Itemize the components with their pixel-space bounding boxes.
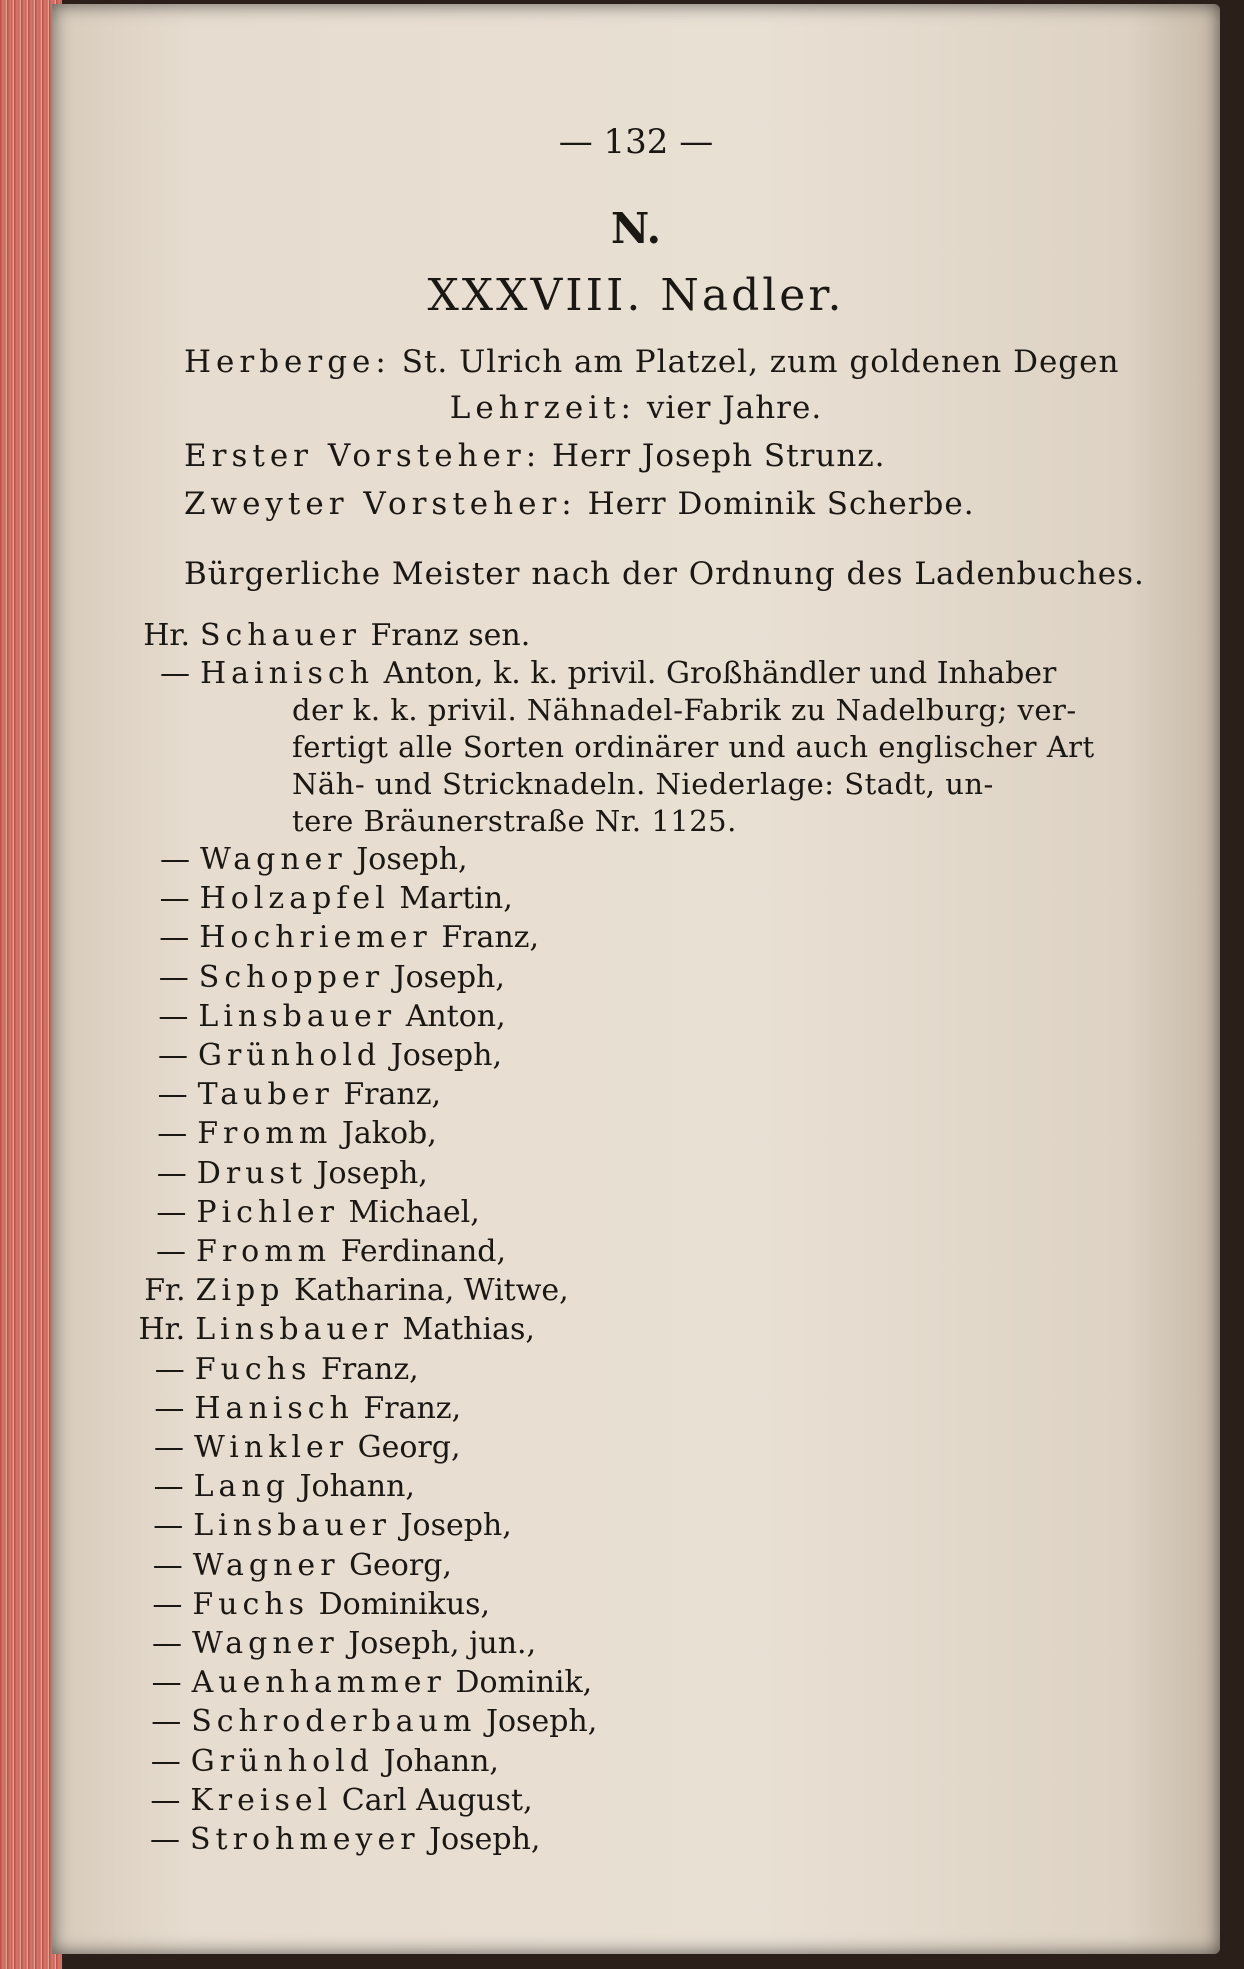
herberge-line bbox=[184, 344, 1119, 380]
entry-lead: — bbox=[152, 1586, 183, 1622]
entry-surname: Hainisch bbox=[200, 656, 375, 691]
entry-lead: — bbox=[156, 1234, 186, 1269]
list-item bbox=[127, 960, 505, 995]
entry-lead: — bbox=[154, 1390, 185, 1426]
entry-lead: — bbox=[156, 1155, 187, 1191]
entry-surname: Pichler bbox=[196, 1194, 339, 1230]
entry-rest: Mathias, bbox=[402, 1312, 535, 1348]
entry-lead: — bbox=[151, 1665, 182, 1701]
entry-rest: Georg, bbox=[349, 1547, 452, 1583]
entry-surname: Schopper bbox=[198, 959, 385, 995]
list-item bbox=[120, 1626, 536, 1661]
entry-rest: Joseph, bbox=[400, 1508, 512, 1544]
entry-rest: Joseph, bbox=[390, 1038, 502, 1073]
list-item bbox=[120, 1665, 593, 1700]
entry-surname: Fromm bbox=[196, 1234, 332, 1269]
entry-surname: Hochriemer bbox=[199, 920, 432, 956]
entry-surname: Holzapfel bbox=[199, 881, 390, 917]
entry-rest: Ferdinand, bbox=[340, 1234, 507, 1269]
entry-surname: Winkler bbox=[194, 1430, 349, 1465]
entry-lead: — bbox=[159, 920, 190, 956]
entry-surname: Linsbauer bbox=[195, 1312, 393, 1348]
entry-surname: Fuchs bbox=[194, 1351, 312, 1387]
entry-lead: — bbox=[150, 1743, 181, 1779]
entry-rest: Dominikus, bbox=[318, 1586, 491, 1622]
entry-surname: Wagner bbox=[192, 1547, 340, 1583]
list-item bbox=[123, 1312, 535, 1347]
entry-lead: — bbox=[160, 842, 190, 877]
entry-lead: — bbox=[151, 1704, 182, 1740]
entry-surname: Zipp bbox=[195, 1273, 285, 1309]
entry-rest: Michael, bbox=[348, 1194, 480, 1230]
list-item bbox=[124, 1195, 479, 1230]
entry-lead: — bbox=[158, 998, 189, 1034]
entry-surname: Wagner bbox=[200, 842, 347, 877]
list-item bbox=[122, 1391, 461, 1426]
entry-surname: Auenhammer bbox=[191, 1665, 446, 1701]
entry-lead: — bbox=[160, 656, 190, 691]
entry-rest: Franz sen. bbox=[370, 618, 531, 653]
list-item bbox=[128, 842, 468, 877]
list-item bbox=[128, 881, 513, 916]
entry-rest: Anton, bbox=[405, 998, 506, 1034]
list-item bbox=[126, 1038, 502, 1073]
entry-lead: — bbox=[156, 1194, 187, 1230]
entry-surname: Grünhold bbox=[190, 1743, 374, 1779]
entry-rest: Georg, bbox=[357, 1430, 461, 1465]
entry-rest: Martin, bbox=[399, 881, 513, 917]
herberge-text: St. Ulrich am Platzel, zum goldenen Degen bbox=[401, 344, 1120, 380]
entry-rest: Katharina, Witwe, bbox=[294, 1273, 569, 1309]
list-item bbox=[121, 1508, 512, 1543]
entry-lead: — bbox=[153, 1469, 184, 1505]
page-number: — 132 — bbox=[558, 122, 714, 162]
entry-surname: Drust bbox=[196, 1155, 307, 1191]
entry-rest: Joseph, bbox=[429, 1822, 541, 1857]
entry-rest: Johann, bbox=[299, 1469, 415, 1505]
entry-lead: — bbox=[158, 959, 189, 995]
entry-rest: Dominik, bbox=[455, 1665, 593, 1701]
entry-lead: — bbox=[150, 1822, 180, 1857]
list-item bbox=[118, 1822, 540, 1857]
entry-lead: — bbox=[157, 1077, 188, 1113]
list-item bbox=[128, 618, 530, 653]
list-item bbox=[119, 1704, 597, 1739]
entry-rest: Franz, bbox=[363, 1390, 462, 1426]
entry-continuation: der k. k. privil. Nähnadel-Fabrik zu Nadelburg; ver- bbox=[292, 693, 1077, 727]
entry-rest: Carl August, bbox=[341, 1782, 533, 1818]
entry-surname: Wagner bbox=[192, 1626, 339, 1661]
entry-lead: — bbox=[153, 1508, 184, 1544]
entry-continuation: fertigt alle Sorten ordinärer und auch englischer Art bbox=[292, 730, 1095, 764]
entry-rest: Joseph, bbox=[485, 1704, 598, 1740]
list-item bbox=[120, 1587, 490, 1622]
entry-lead: Fr. bbox=[144, 1273, 186, 1309]
entry-surname: Kreisel bbox=[190, 1782, 333, 1818]
list-item bbox=[127, 920, 539, 955]
list-item bbox=[121, 1548, 452, 1583]
list-item bbox=[119, 1744, 499, 1779]
list-item bbox=[122, 1430, 461, 1465]
list-item bbox=[125, 1156, 428, 1191]
list-item bbox=[118, 1783, 532, 1818]
list-item bbox=[126, 999, 505, 1034]
lehrzeit-text: vier Jahre. bbox=[646, 390, 823, 426]
entry-lead: — bbox=[159, 881, 190, 917]
entry-lead: — bbox=[150, 1782, 181, 1818]
lehrzeit-label: Lehrzeit: bbox=[449, 390, 636, 426]
list-item bbox=[125, 1116, 437, 1151]
entry-lead: Hr. bbox=[138, 1312, 186, 1348]
vorsteher2-text: Herr Dominik Scherbe. bbox=[587, 486, 975, 522]
lehrzeit-line bbox=[52, 390, 1220, 426]
vorsteher2-line bbox=[184, 486, 975, 522]
entry-surname: Schauer bbox=[200, 618, 361, 653]
entry-lead: Hr. bbox=[143, 618, 190, 653]
entry-rest: Anton, k. k. privil. Großhändler und Inhaber bbox=[383, 656, 1057, 691]
entry-rest: Franz, bbox=[343, 1077, 442, 1113]
entry-surname: Schroderbaum bbox=[191, 1704, 477, 1740]
entry-surname: Linsbauer bbox=[198, 998, 397, 1034]
vorsteher1-label: Erster Vorsteher: bbox=[184, 438, 542, 474]
list-item bbox=[122, 1469, 415, 1504]
entry-rest: Jakob, bbox=[341, 1116, 437, 1152]
entry-continuation: Näh- und Stricknadeln. Niederlage: Stadt, un- bbox=[292, 767, 994, 801]
entry-surname: Tauber bbox=[197, 1077, 334, 1113]
entry-lead: — bbox=[152, 1626, 182, 1661]
vorsteher1-text: Herr Joseph Strunz. bbox=[552, 438, 886, 474]
list-item bbox=[124, 1234, 506, 1269]
entry-surname: Grünhold bbox=[198, 1038, 382, 1073]
book-page bbox=[52, 4, 1220, 1954]
list-item bbox=[128, 656, 1056, 691]
entry-rest: Joseph, bbox=[356, 842, 468, 877]
vorsteher2-label: Zweyter Vorsteher: bbox=[184, 486, 577, 522]
list-item bbox=[124, 1273, 569, 1308]
herberge-label: Herberge: bbox=[184, 344, 391, 380]
list-item bbox=[126, 1077, 441, 1112]
page-text bbox=[52, 4, 1220, 1954]
entry-rest: Franz, bbox=[441, 920, 540, 956]
entry-surname: Fromm bbox=[197, 1116, 333, 1152]
entry-lead: — bbox=[158, 1038, 188, 1073]
entry-lead: — bbox=[157, 1116, 188, 1152]
entry-rest: Johann, bbox=[383, 1743, 499, 1779]
entry-lead: — bbox=[152, 1547, 183, 1583]
vorsteher1-line bbox=[184, 438, 886, 474]
entry-surname: Lang bbox=[193, 1469, 290, 1505]
entry-lead: — bbox=[154, 1430, 184, 1465]
entry-surname: Fuchs bbox=[192, 1586, 310, 1622]
entry-continuation: tere Bräunerstraße Nr. 1125. bbox=[292, 804, 737, 838]
entry-surname: Strohmeyer bbox=[190, 1822, 420, 1857]
entry-surname: Hanisch bbox=[194, 1390, 354, 1426]
section-letter: N. bbox=[610, 204, 662, 253]
entry-lead: — bbox=[154, 1351, 185, 1387]
entry-rest: Franz, bbox=[321, 1351, 419, 1387]
entry-surname: Linsbauer bbox=[193, 1508, 391, 1544]
entry-rest: Joseph, bbox=[393, 959, 505, 995]
entry-rest: Joseph, bbox=[316, 1155, 428, 1191]
section-title: XXXVIII. Nadler. bbox=[427, 270, 845, 321]
entry-rest: Joseph, jun., bbox=[348, 1626, 537, 1661]
masters-heading: Bürgerliche Meister nach der Ordnung des Ladenbuches. bbox=[184, 556, 1145, 592]
list-item bbox=[123, 1352, 419, 1387]
